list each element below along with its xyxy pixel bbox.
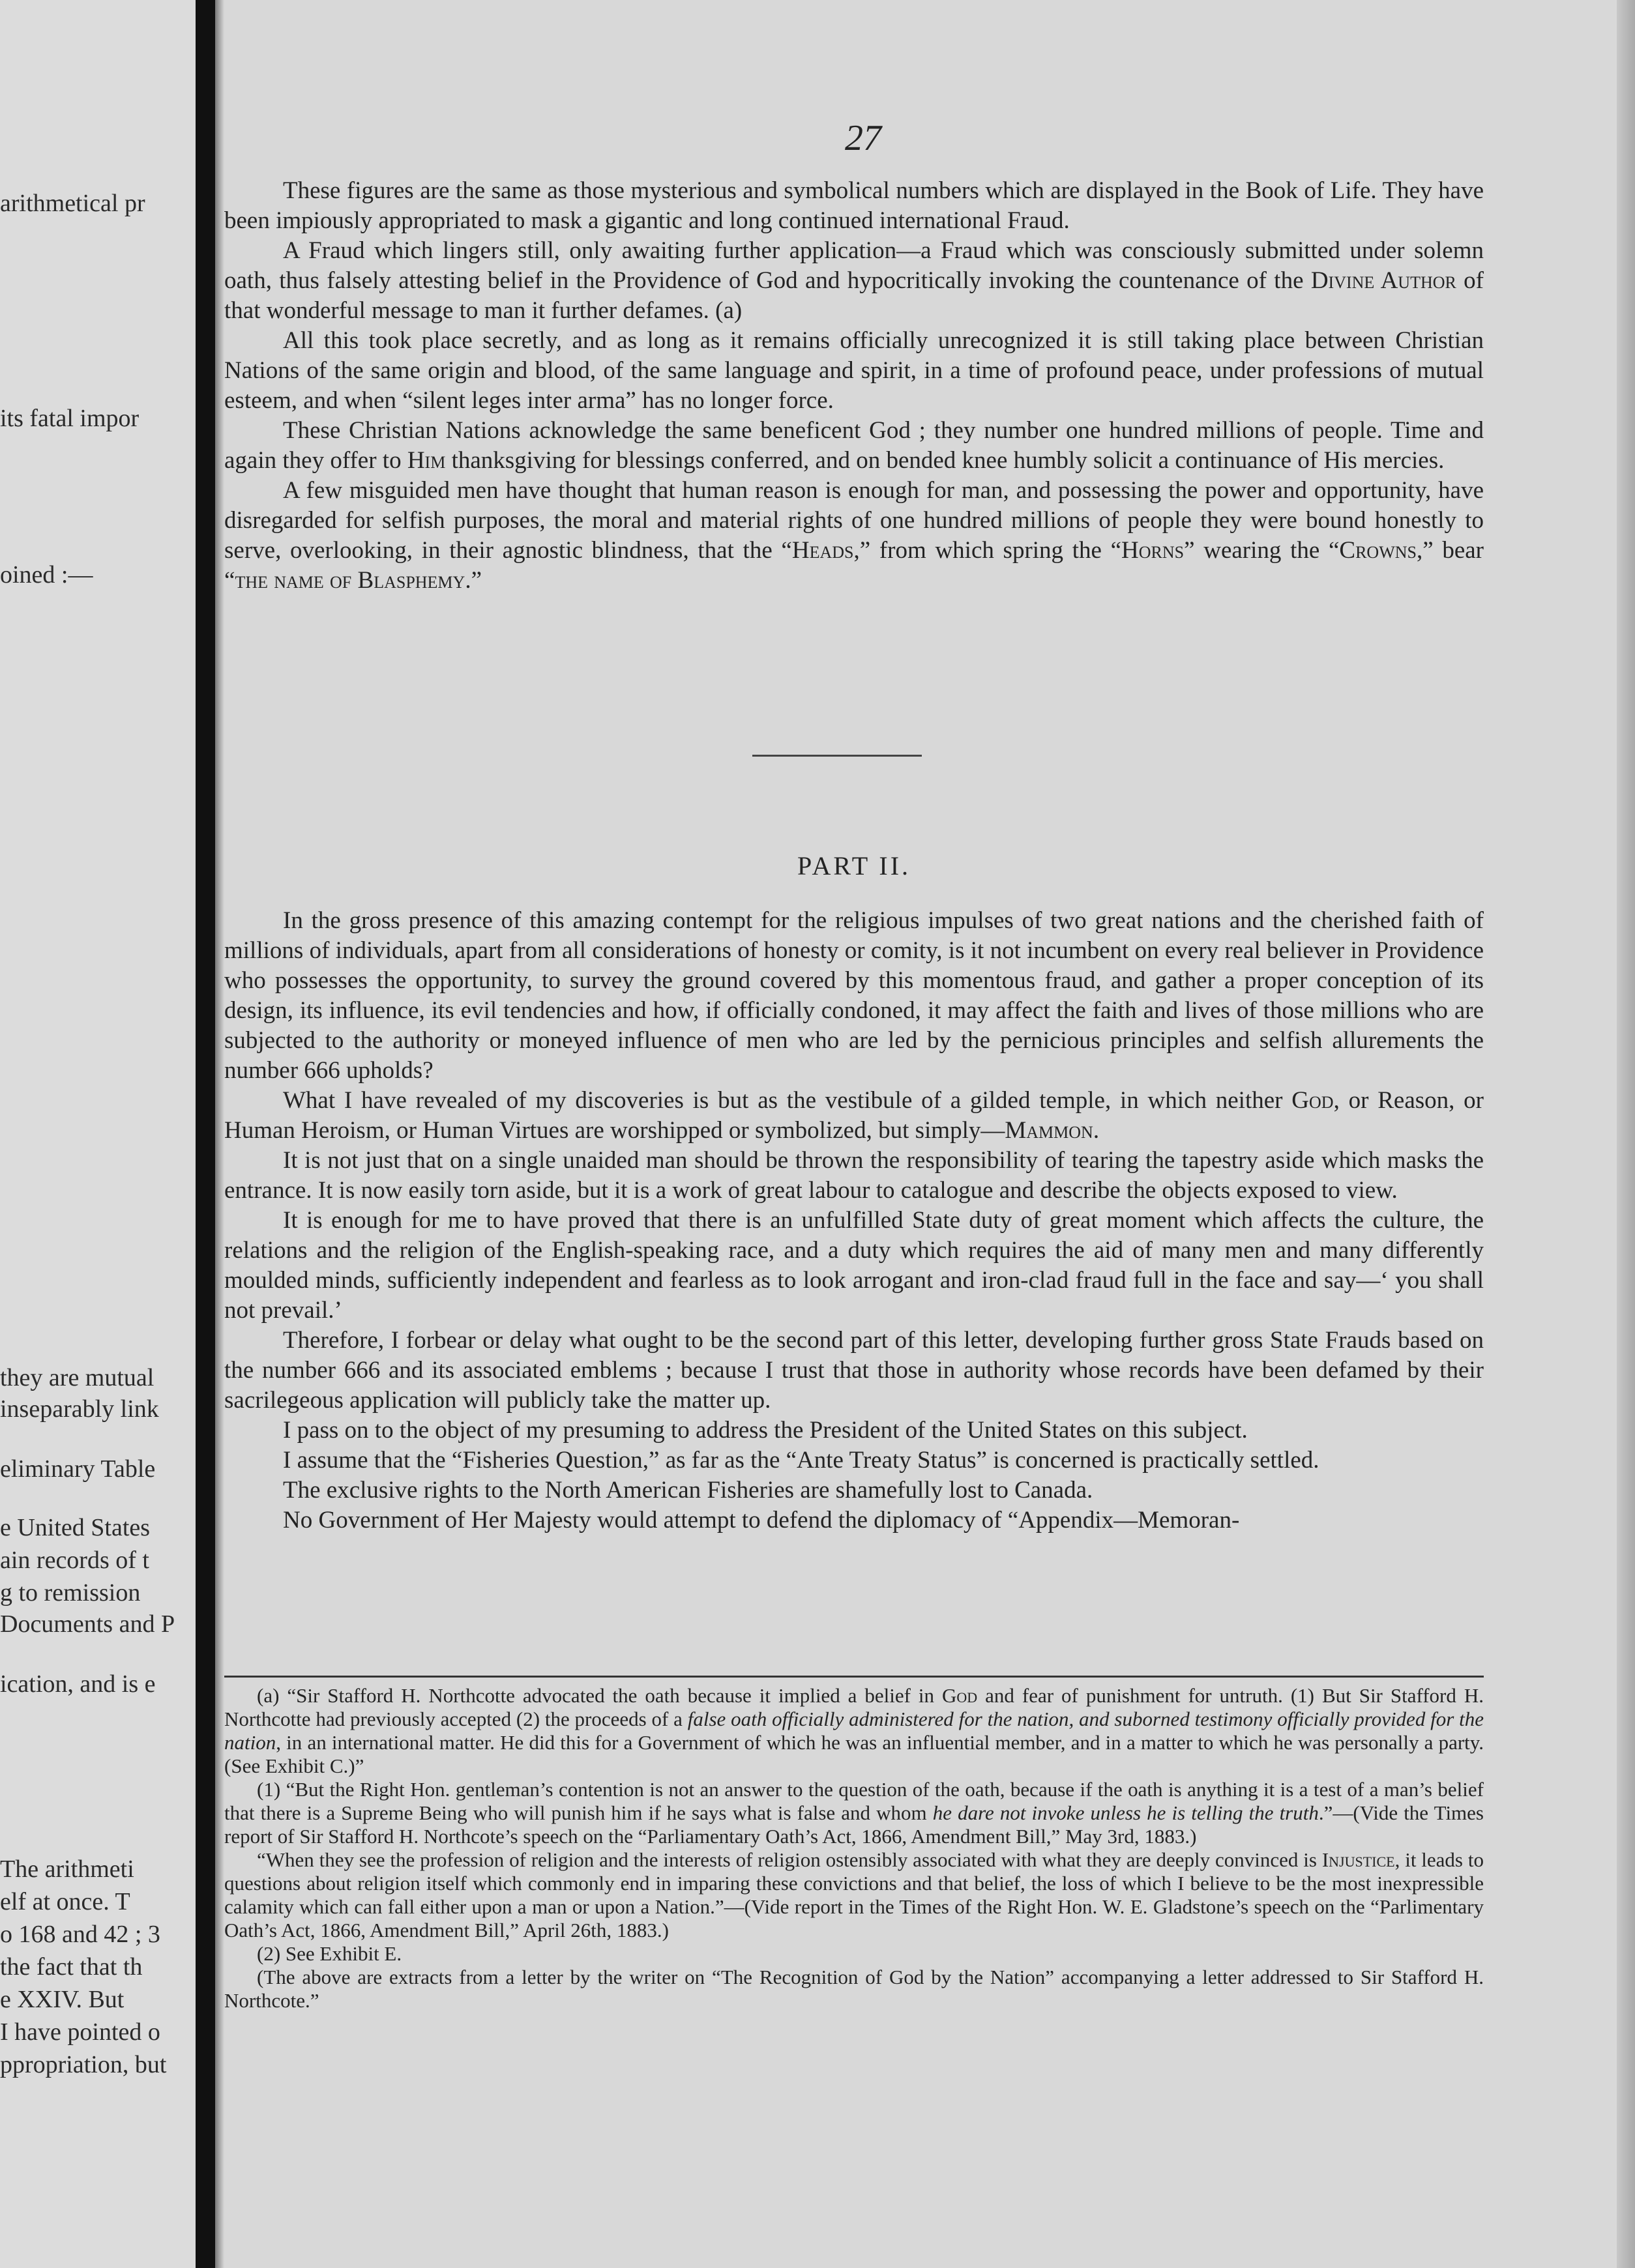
section-separator-rule	[752, 755, 922, 757]
body-paragraph: What I have revealed of my discoveries is but as the vestibule of a gilded temple, in which neither God, or Reason, or Human Heroism, or Human Virtues are worshipped or symbolized, but simply—Mammon.	[224, 1087, 1484, 1144]
left-page-fragment-line: I have pointed o	[0, 2018, 160, 2046]
left-page-fragment-line: inseparably link	[0, 1395, 159, 1423]
body-paragraph: I assume that the “Fisheries Question,” as far as the “Ante Treaty Status” is concerned is practically settled.	[283, 1447, 1319, 1474]
footnote-paragraph: (2) See Exhibit E.	[257, 1942, 402, 1965]
left-page-fragment-line: o 168 and 42 ; 3	[0, 1921, 160, 1948]
part-two-text	[224, 906, 1484, 1535]
footnote-paragraph: “When they see the profession of religion and the interests of religion ostensibly associated with what they are deeply convinced is Injustice, it leads to questions about religion itself which commonly end in imparing these convictions and that belief, the loss of which I believe to be the most inexpressible calamity which can fall either upon a man or upon a Nation.”—(Vide report in the Times of the Right Hon. W. E. Gladstone’s speech on the “Parlimentary Oath’s Act, 1866, Amendment Bill,” April 26th, 1883.)	[224, 1848, 1484, 1941]
main-page	[224, 0, 1635, 2268]
left-page-fragment-line: they are mutual	[0, 1364, 155, 1391]
body-paragraph: These Christian Nations acknowledge the same beneficent God ; they number one hundred millions of people. Time and again they offer to Him thanksgiving for blessings conferred, and on bended knee humbly solicit a continuance of His mercies.	[224, 417, 1484, 474]
body-paragraph: A Fraud which lingers still, only awaiting further application—a Fraud which was consciously submitted under solemn oath, thus falsely attesting belief in the Providence of God and hypocritically invoking the countenance of the Divine Author of that wonderful message to man it further defames. (a)	[224, 237, 1484, 324]
body-paragraph: A few misguided men have thought that human reason is enough for man, and possessing the power and opportunity, have disregarded for selfish purposes, the moral and material rights of one hundred millions of people they were bound honestly to serve, overlooking, in their agnostic blindness, that the “Heads,” from which spring the “Horns” wearing the “Crowns,” bear “the name of Blasphemy.”	[224, 477, 1484, 594]
body-paragraph: It is not just that on a single unaided man should be thrown the responsibility of tearing the tapestry aside which masks the entrance. It is now easily torn aside, but it is a work of great labour to catalogue and describe the objects exposed to view.	[224, 1147, 1484, 1204]
left-page-fragment-line: ain records of t	[0, 1547, 149, 1574]
body-paragraph: No Government of Her Majesty would attempt to defend the diplomacy of “Appendix—Memoran-	[283, 1507, 1240, 1534]
left-page-fragment-line: eliminary Table	[0, 1455, 156, 1483]
left-page-fragment	[0, 0, 196, 2268]
footnote-paragraph: (The above are extracts from a letter by the writer on “The Recognition of God by the Nation” accompanying a letter addressed to Sir Stafford H. Northcote.”	[224, 1966, 1484, 2012]
body-paragraph: In the gross presence of this amazing contempt for the religious impulses of two great nations and the cherished faith of millions of individuals, apart from all considerations of honesty or comity, is it not incumbent on every real believer in Providence who possesses the opportunity, to survey the ground covered by this momentous fraud, and gather a proper conception of its design, its influence, its evil tendencies and how, if officially condoned, it may affect the faith and lives of those millions who are subjected to the authority or moneyed influence of men who are led by the pernicious principles and selfish allurements the number 666 upholds?	[224, 907, 1484, 1084]
body-paragraph: All this took place secretly, and as long as it remains officially unrecognized it is still taking place between Christian Nations of the same origin and blood, of the same language and spirit, in a time of profound peace, under professions of mutual esteem, and when “silent leges inter arma” has no longer force.	[224, 327, 1484, 414]
left-page-fragment-line: its fatal impor	[0, 405, 140, 432]
footnote-rule	[224, 1676, 1484, 1678]
left-page-fragment-line: Documents and P	[0, 1610, 175, 1638]
footnote-paragraph: (a) “Sir Stafford H. Northcotte advocated the oath because it implied a belief in God and fear of punishment for untruth. (1) But Sir Stafford H. Northcotte had previously accepted (2) the proceeds of a false oath officially administered for the nation, and suborned testimony officially provided for the nation, in an international matter. He did this for a Government of which he was an influential member, and in a matter to which he was personally a party. (See Exhibit C.)”	[224, 1684, 1484, 1777]
footnotes	[224, 1684, 1484, 2013]
left-page-fragment-line: oined :—	[0, 561, 93, 589]
left-page-fragment-line: e United States	[0, 1514, 151, 1541]
left-page-fragment-line: The arithmeti	[0, 1855, 134, 1883]
body-paragraph: Therefore, I forbear or delay what ought to be the second part of this letter, developing further gross State Frauds based on the number 666 and its associated emblems ; because I trust that those in authority whose records have been defamed by their sacrilegeous application will publicly take the matter up.	[224, 1327, 1484, 1414]
book-gutter	[196, 0, 215, 2268]
left-page-fragment-line: elf at once. T	[0, 1888, 130, 1915]
gutter-shadow	[215, 0, 224, 2268]
part-heading: PART II.	[797, 851, 911, 880]
body-paragraph: It is enough for me to have proved that there is an unfulfilled State duty of great moment which affects the culture, the relations and the religion of the English-speaking race, and a duty which requires the aid of many men and many differently moulded minds, sufficiently independent and fearless as to look arrogant and iron-clad fraud full in the face and say—‘ you shall not prevail.’	[224, 1207, 1484, 1324]
left-page-fragment-line: e XXIV. But	[0, 1986, 125, 2013]
left-page-fragment-line: the fact that th	[0, 1953, 143, 1981]
left-page-fragment-line: arithmetical pr	[0, 190, 145, 217]
body-paragraph: These figures are the same as those mysterious and symbolical numbers which are displayed in the Book of Life. They have been impiously appropriated to mask a gigantic and long continued international Fraud.	[224, 177, 1484, 234]
body-paragraph: I pass on to the object of my presuming to address the President of the United States on this subject.	[283, 1417, 1248, 1444]
body-paragraph: The exclusive rights to the North American Fisheries are shamefully lost to Canada.	[283, 1477, 1093, 1504]
page-number: 27	[845, 118, 881, 158]
part-one-text	[224, 176, 1484, 596]
footnote-paragraph: (1) “But the Right Hon. gentleman’s contention is not an answer to the question of the oath, because if the oath is anything it is a test of a man’s belief that there is a Supreme Being who will punish him if he says what is false and whom he dare not invoke unless he is telling the truth.”—(Vide the Times report of Sir Stafford H. Northcote’s speech on the “Parliamentary Oath’s Act, 1866, Amendment Bill,” May 3rd, 1883.)	[224, 1778, 1484, 1848]
left-page-fragment-line: g to remission	[0, 1579, 141, 1606]
left-page-fragment-line: ication, and is e	[0, 1670, 156, 1698]
page-edge	[1617, 0, 1635, 2268]
left-page-fragment-line: ppropriation, but	[0, 2051, 167, 2078]
